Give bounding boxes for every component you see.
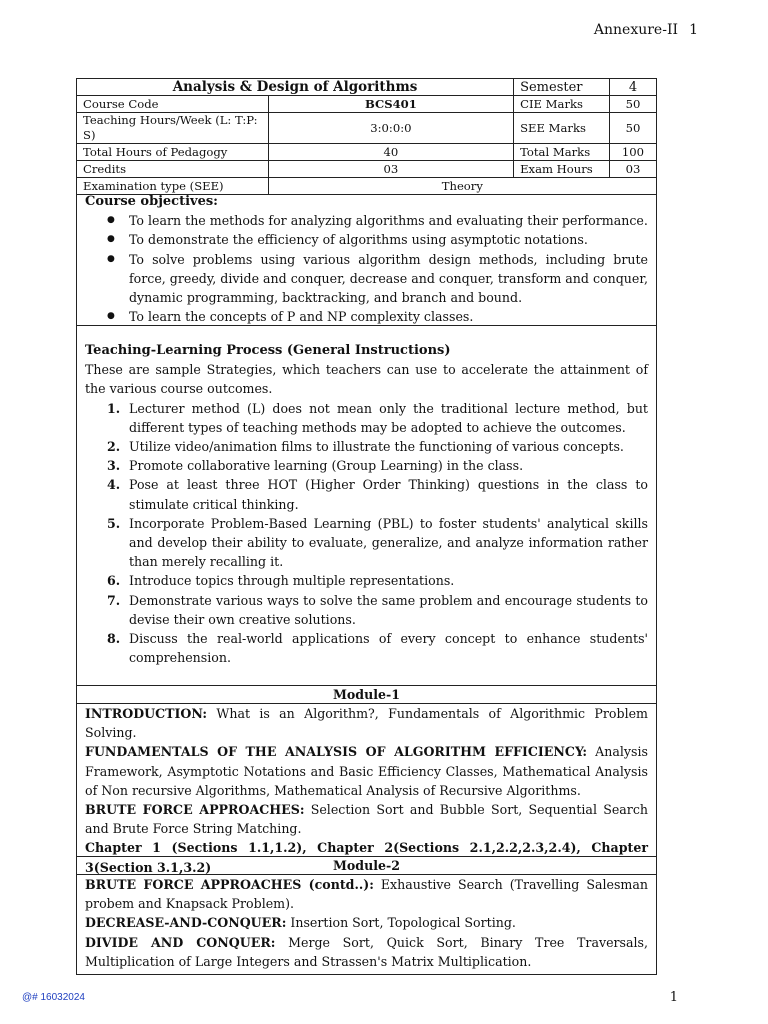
module-paragraph (85, 704, 648, 742)
topic-keyword: DIVIDE AND CONQUER: (85, 934, 276, 950)
row-right-label: SEE Marks (514, 113, 610, 144)
row-right-value: 50 (610, 113, 657, 144)
list-item (107, 399, 648, 437)
row-label: Credits (77, 161, 269, 178)
annexure-label: Annexure-II (593, 22, 678, 38)
topic-keyword: BRUTE FORCE APPROACHES (contd..): (85, 877, 374, 892)
list-item (107, 456, 648, 475)
course-objectives-section (76, 177, 657, 326)
exam-type-value: Theory (268, 178, 656, 195)
tlp-list (85, 399, 648, 668)
list-item: ● To learn the concepts of P and NP complexity classes. (129, 307, 648, 326)
objectives-list (85, 211, 648, 326)
module-2-title: Module-2 (77, 857, 656, 875)
item-text: Demonstrate various ways to solve the same problem and encourage students to devise their own creative solutions. (129, 592, 648, 627)
module-1-chapters: Chapter 1 (Sections 1.1,1.2), Chapter 2(Sections 2.1,2.2,2.3,2.4), Chapter 3(Section 3.1,3.2) (85, 840, 648, 875)
table-row (77, 96, 657, 113)
topic-text: Selection Sort and Bubble Sort, Sequential Search and Brute Force String Matching. (85, 802, 648, 837)
table-row (77, 113, 657, 144)
topic-keyword: INTRODUCTION: (85, 706, 208, 721)
topic-text: Exhaustive Search (Travelling Salesman probem and Knapsack Problem). (85, 877, 648, 912)
item-text: Lecturer method (L) does not mean only the traditional lecture method, but different types of teaching methods may be adopted to achieve the outcomes. (129, 400, 648, 435)
tlp-intro: These are sample Strategies, which teachers can use to accelerate the attainment of the various course outcomes. (85, 362, 648, 397)
topic-keyword: DECREASE-AND-CONQUER: (85, 915, 287, 931)
list-item: ● To learn the methods for analyzing algorithms and evaluating their performance. (129, 211, 648, 230)
table-row (77, 144, 657, 161)
list-item (107, 437, 648, 456)
item-number: 1. (107, 400, 121, 416)
table-row (77, 161, 657, 178)
row-right-label: CIE Marks (514, 96, 610, 113)
item-number: 3. (107, 458, 121, 474)
row-value: BCS401 (268, 96, 513, 113)
topic-keyword: FUNDAMENTALS OF THE ANALYSIS OF ALGORITHM EFFICIENCY: (85, 744, 588, 760)
list-item (107, 571, 648, 590)
teaching-learning-section (76, 326, 657, 686)
item-number: 5. (107, 515, 121, 531)
item-text: Discuss the real-world applications of every concept to enhance students' comprehension. (129, 631, 648, 666)
row-label: Teaching Hours/Week (L: T:P: S) (77, 113, 269, 144)
row-value: 40 (268, 144, 513, 161)
module-paragraph (85, 933, 648, 971)
topic-text: Merge Sort, Quick Sort, Binary Tree Traversals, Multiplication of Large Integers and Strassen's Matrix Multiplication. (85, 934, 649, 969)
page-header (593, 22, 698, 38)
row-right-label: Exam Hours (514, 161, 610, 178)
list-item (107, 475, 648, 513)
module-paragraph (85, 875, 648, 913)
module-1-title: Module-1 (77, 686, 656, 704)
topic-keyword: BRUTE FORCE APPROACHES: (85, 802, 305, 818)
module-2-section (76, 857, 657, 975)
list-item (107, 629, 648, 667)
item-text: Incorporate Problem-Based Learning (PBL) to foster students' analytical skills and develop their ability to evaluate, generalize, and analyze information rather than merely recalling it. (129, 515, 648, 570)
header-page-number: 1 (689, 22, 698, 38)
module-paragraph (85, 913, 648, 932)
list-item: ● To demonstrate the efficiency of algorithms using asymptotic notations. (129, 230, 648, 249)
exam-type-label: Examination type (SEE) (77, 178, 269, 195)
item-number: 4. (107, 477, 121, 493)
semester-value: 4 (610, 79, 657, 96)
list-item (107, 591, 648, 629)
topic-text: What is an Algorithm?, Fundamentals of Algorithmic Problem Solving. (85, 706, 648, 741)
topic-text: Analysis Framework, Asymptotic Notations and Basic Efficiency Classes, Mathematical Analysis of Non recursive Algorithms, Mathematical Analysis of Recursive Algorithms. (85, 744, 648, 798)
list-item (107, 514, 648, 572)
item-number: 7. (107, 592, 121, 608)
item-text: Introduce topics through multiple representations. (129, 573, 455, 589)
item-text: Promote collaborative learning (Group Learning) in the class. (129, 458, 524, 474)
row-value: 3:0:0:0 (268, 113, 513, 144)
module-paragraph (85, 742, 648, 800)
topic-text: Insertion Sort, Topological Sorting. (286, 915, 516, 931)
row-right-label: Total Marks (514, 144, 610, 161)
objectives-heading: Course objectives: (85, 194, 218, 209)
item-text: Pose at least three HOT (Higher Order Thinking) questions in the class to stimulate critical thinking. (129, 477, 648, 512)
module-paragraph (85, 800, 648, 838)
tlp-heading: Teaching-Learning Process (General Instructions) (85, 343, 451, 358)
list-item: ● To solve problems using various algorithm design methods, including brute force, greedy, divide and conquer, decrease and conquer, transform and conquer, dynamic programming, backtracking, and branch and bound. (129, 250, 648, 308)
row-label: Course Code (77, 96, 269, 113)
item-text: Utilize video/animation films to illustrate the functioning of various concepts. (129, 439, 624, 455)
row-right-value: 100 (610, 144, 657, 161)
row-label: Total Hours of Pedagogy (77, 144, 269, 161)
semester-label: Semester (514, 79, 610, 96)
item-number: 2. (107, 439, 121, 455)
course-title: Analysis & Design of Algorithms (77, 79, 514, 96)
item-number: 6. (107, 573, 121, 589)
row-value: 03 (268, 161, 513, 178)
footer-version-code: @# 16032024 (22, 992, 85, 1003)
footer-page-number: 1 (669, 990, 678, 1005)
row-right-value: 50 (610, 96, 657, 113)
row-right-value: 03 (610, 161, 657, 178)
item-number: 8. (107, 631, 121, 647)
